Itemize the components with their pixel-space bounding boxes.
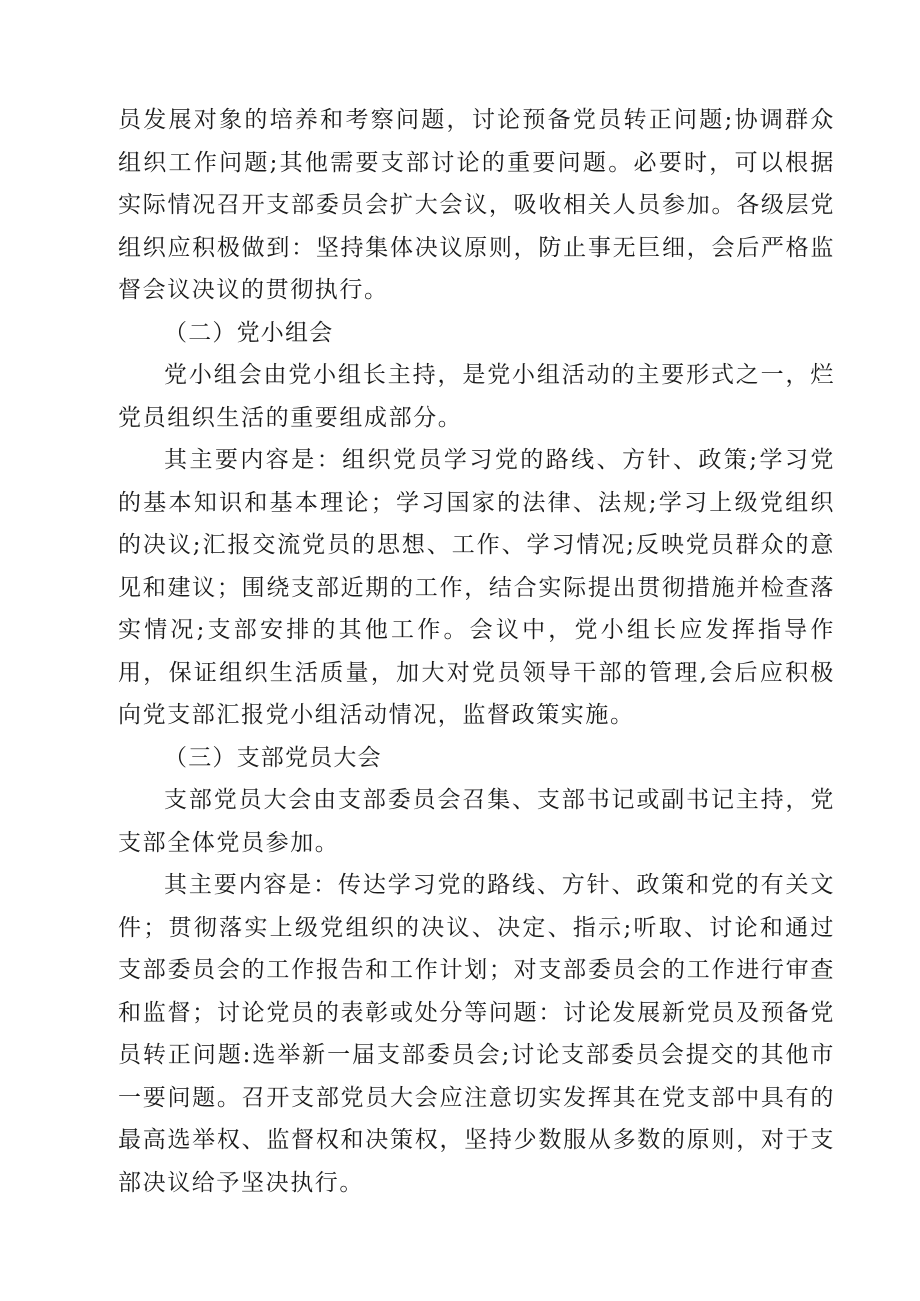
section-heading-branch-general-meeting: （三）支部党员大会 [164, 744, 382, 771]
paragraph-party-group-meeting-intro: 党小组会由党小组长主持，是党小组活动的主要形式之一，烂党员组织生活的重要组成部分。 [118, 362, 835, 431]
paragraph-branch-general-meeting-intro: 支部党员大会由支部委员会召集、支部书记或副书记主持，党支部全体党员参加。 [118, 787, 835, 856]
paragraph-party-group-meeting-content: 其主要内容是：组织党员学习党的路线、方针、政策;学习党的基本知识和基本理论；学习国家的法律、法规;学习上级党组织的决议;汇报交流党员的思想、工作、学习情况;反映党员群众的意见和建议；围绕支部近期的工作，结合实际提出贯彻措施并检查落实情况;支部安排的其他工作。会议中，党小组长应发挥指导作用，保证组织生活质量，加大对党员领导干部的管理,会后应积极向党支部汇报党小组活动情况，监督政策实施。 [118, 447, 835, 728]
document-body [118, 99, 835, 1204]
paragraph-branch-general-meeting-content: 其主要内容是：传达学习党的路线、方针、政策和党的有关文件；贯彻落实上级党组织的决议、决定、指示;听取、讨论和通过支部委员会的工作报告和工作计划；对支部委员会的工作进行审查和监督；讨论党员的表彰或处分等问题：讨论发展新党员及预备党员转正问题:选举新一届支部委员会;讨论支部委员会提交的其他市一要问题。召开支部党员大会应注意切实发挥其在党支部中具有的最高选举权、监督权和决策权，坚持少数服从多数的原则，对于支部决议给予坚决执行。 [118, 872, 835, 1196]
section-heading-party-group-meeting: （二）党小组会 [164, 319, 334, 346]
paragraph-continuation: 员发展对象的培养和考察问题，讨论预备党员转正问题;协调群众组织工作问题;其他需要支部讨论的重要问题。必要时，可以根据实际情况召开支部委员会扩大会议，吸收相关人员参加。各级层党组织应积极做到：坚持集体决议原则，防止事无巨细，会后严格监督会议决议的贯彻执行。 [118, 107, 835, 303]
